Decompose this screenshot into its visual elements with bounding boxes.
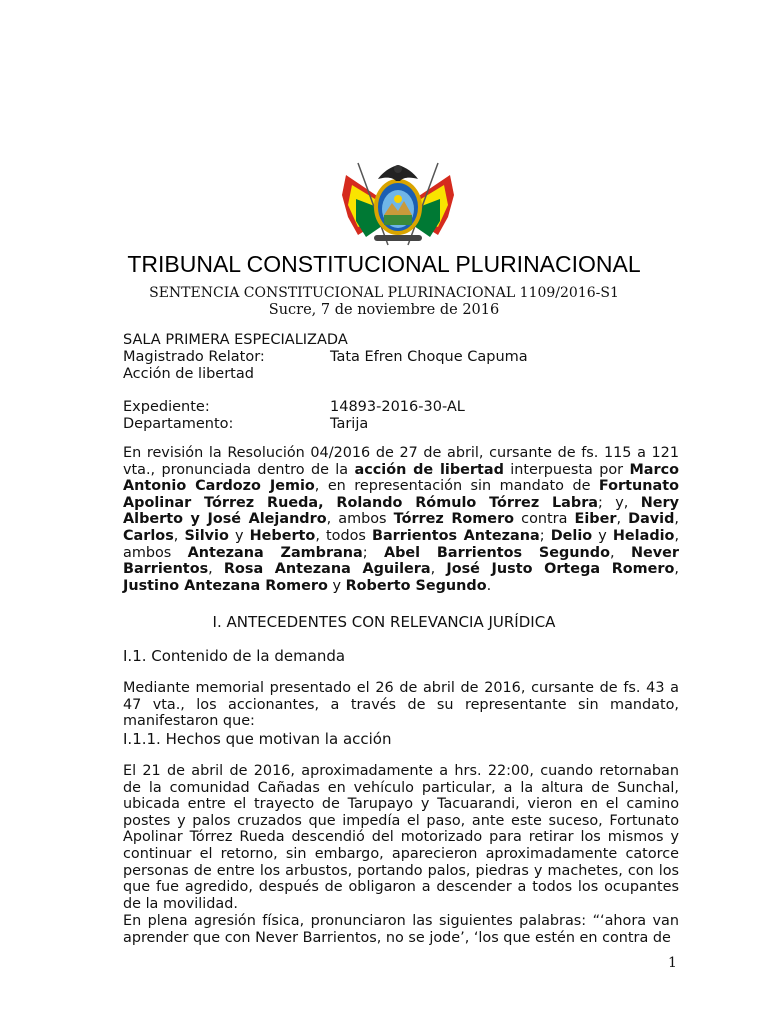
court-title: TRIBUNAL CONSTITUCIONAL PLURINACIONAL (127, 251, 641, 277)
intro-bold-run: Heladio (612, 527, 675, 544)
intro-text-run: ; (539, 527, 551, 544)
intro-bold-run: Abel Barrientos Segundo (383, 544, 610, 561)
intro-text-run: , (616, 511, 629, 528)
rapporteur-label: Magistrado Relator: (123, 349, 265, 365)
intro-bold-run: Rosa Antezana Aguilera (223, 561, 431, 578)
intro-paragraph (123, 445, 679, 594)
file-row (123, 399, 465, 416)
intro-text-run: , ambos (326, 511, 394, 528)
intro-text-run: , ambos (123, 527, 680, 561)
intro-text-run: contra (514, 511, 575, 528)
section-heading: I. ANTECEDENTES CON RELEVANCIA JURÍDICA (212, 613, 556, 631)
file-value: 14893-2016-30-AL (330, 399, 465, 415)
intro-bold-run: Delio (550, 527, 593, 544)
intro-text-run: , en representación sin mandato de (314, 478, 599, 495)
intro-text-run: y (228, 527, 250, 544)
rapporteur-row (123, 349, 528, 366)
intro-text-run: ; y, (598, 494, 641, 511)
action-type: Acción de libertad (123, 366, 254, 382)
subsection-heading: I.1. Contenido de la demanda (123, 647, 346, 665)
intro-text-run: interpuesta por (503, 461, 630, 478)
intro-text-run: , todos (315, 527, 372, 544)
intro-bold-run: Tórrez Romero (393, 511, 515, 528)
department-value: Tarija (330, 416, 369, 432)
intro-bold-run: Never Barrientos (123, 544, 679, 578)
intro-text-run: y (327, 577, 346, 594)
intro-bold-run: Antezana Zambrana (187, 544, 363, 561)
case-metadata (123, 332, 528, 383)
intro-bold-run: Eiber (574, 511, 617, 528)
facts-paragraph: El 21 de abril de 2016, aproximadamente a hrs. 22:00, cuando retornaban de la comunidad Cañadas en vehículo particular, a la altura de Sunchal, ubicada entre el trayecto de Tarupayo y Tacuarandi, vieron en el camino postes y palos cruzados que impedía el paso, ante este suceso, Fortunato Apolinar Tórrez Rueda descendió del motorizado para retirar los mismos y continuar el retorno, sin embargo, aparecieron aproximadamente catorce personas de entre los arbustos, portando palos, piedras y machetes, con los que fue agredido, después de obligaron a descender a todos los ocupantes de la movilidad. (123, 763, 679, 912)
intro-text-run: , (173, 527, 185, 544)
intro-text-run: , (208, 561, 224, 578)
intro-bold-run: David (628, 511, 675, 528)
sentence-number: SENTENCIA CONSTITUCIONAL PLURINACIONAL 1109/2016-S1 (149, 285, 619, 301)
page-number: 1 (668, 955, 677, 971)
intro-text-run: , (674, 511, 679, 528)
rapporteur-value: Tata Efren Choque Capuma (330, 349, 528, 365)
chamber: SALA PRIMERA ESPECIALIZADA (123, 332, 348, 348)
memorial-paragraph: Mediante memorial presentado el 26 de abril de 2016, cursante de fs. 43 a 47 vta., los accionantes, a través de su representante sin mandato, manifestaron que: (123, 680, 679, 730)
intro-bold-run: acción de libertad (354, 461, 504, 478)
intro-bold-run: Nery Alberto y José Alejandro (123, 494, 679, 528)
intro-bold-run: Justino Antezana Romero (123, 577, 328, 594)
intro-bold-run: José Justo Ortega Romero (446, 561, 675, 578)
intro-text-run: ; (362, 544, 384, 561)
intro-bold-run: Barrientos Antezana (371, 527, 540, 544)
intro-bold-run: Silvio (184, 527, 229, 544)
case-file-metadata (123, 399, 465, 433)
intro-text-run: En revisión la Resolución 04/2016 de 27 de abril, cursante de fs. 115 a 121 vta., pronunciada dentro de la (123, 445, 679, 478)
place-date: Sucre, 7 de noviembre de 2016 (268, 302, 500, 318)
intro-text-run: . (486, 577, 492, 594)
department-label: Departamento: (123, 416, 234, 432)
subsubsection-heading: I.1.1. Hechos que motivan la acción (123, 730, 392, 748)
intro-bold-run: Heberto (249, 527, 316, 544)
intro-text-run: , (674, 561, 679, 578)
intro-bold-run: Roberto Segundo (345, 577, 487, 594)
intro-text-run: , (610, 544, 631, 561)
file-label: Expediente: (123, 399, 210, 415)
intro-text-run: y (592, 527, 613, 544)
bolivia-coat-of-arms-icon (338, 155, 458, 250)
aggression-paragraph: En plena agresión física, pronunciaron las siguientes palabras: “‘ahora van aprender que con Never Barrientos, no se jode’, ‘los que estén en contra de (123, 913, 679, 946)
intro-bold-run: Fortunato Apolinar Tórrez Rueda, Rolando Rómulo Tórrez Labra (123, 478, 679, 511)
intro-bold-run: Marco Antonio Cardozo Jemio (123, 461, 679, 495)
intro-bold-run: Carlos (123, 527, 174, 544)
department-row (123, 416, 465, 433)
intro-text-run: , (430, 561, 447, 578)
